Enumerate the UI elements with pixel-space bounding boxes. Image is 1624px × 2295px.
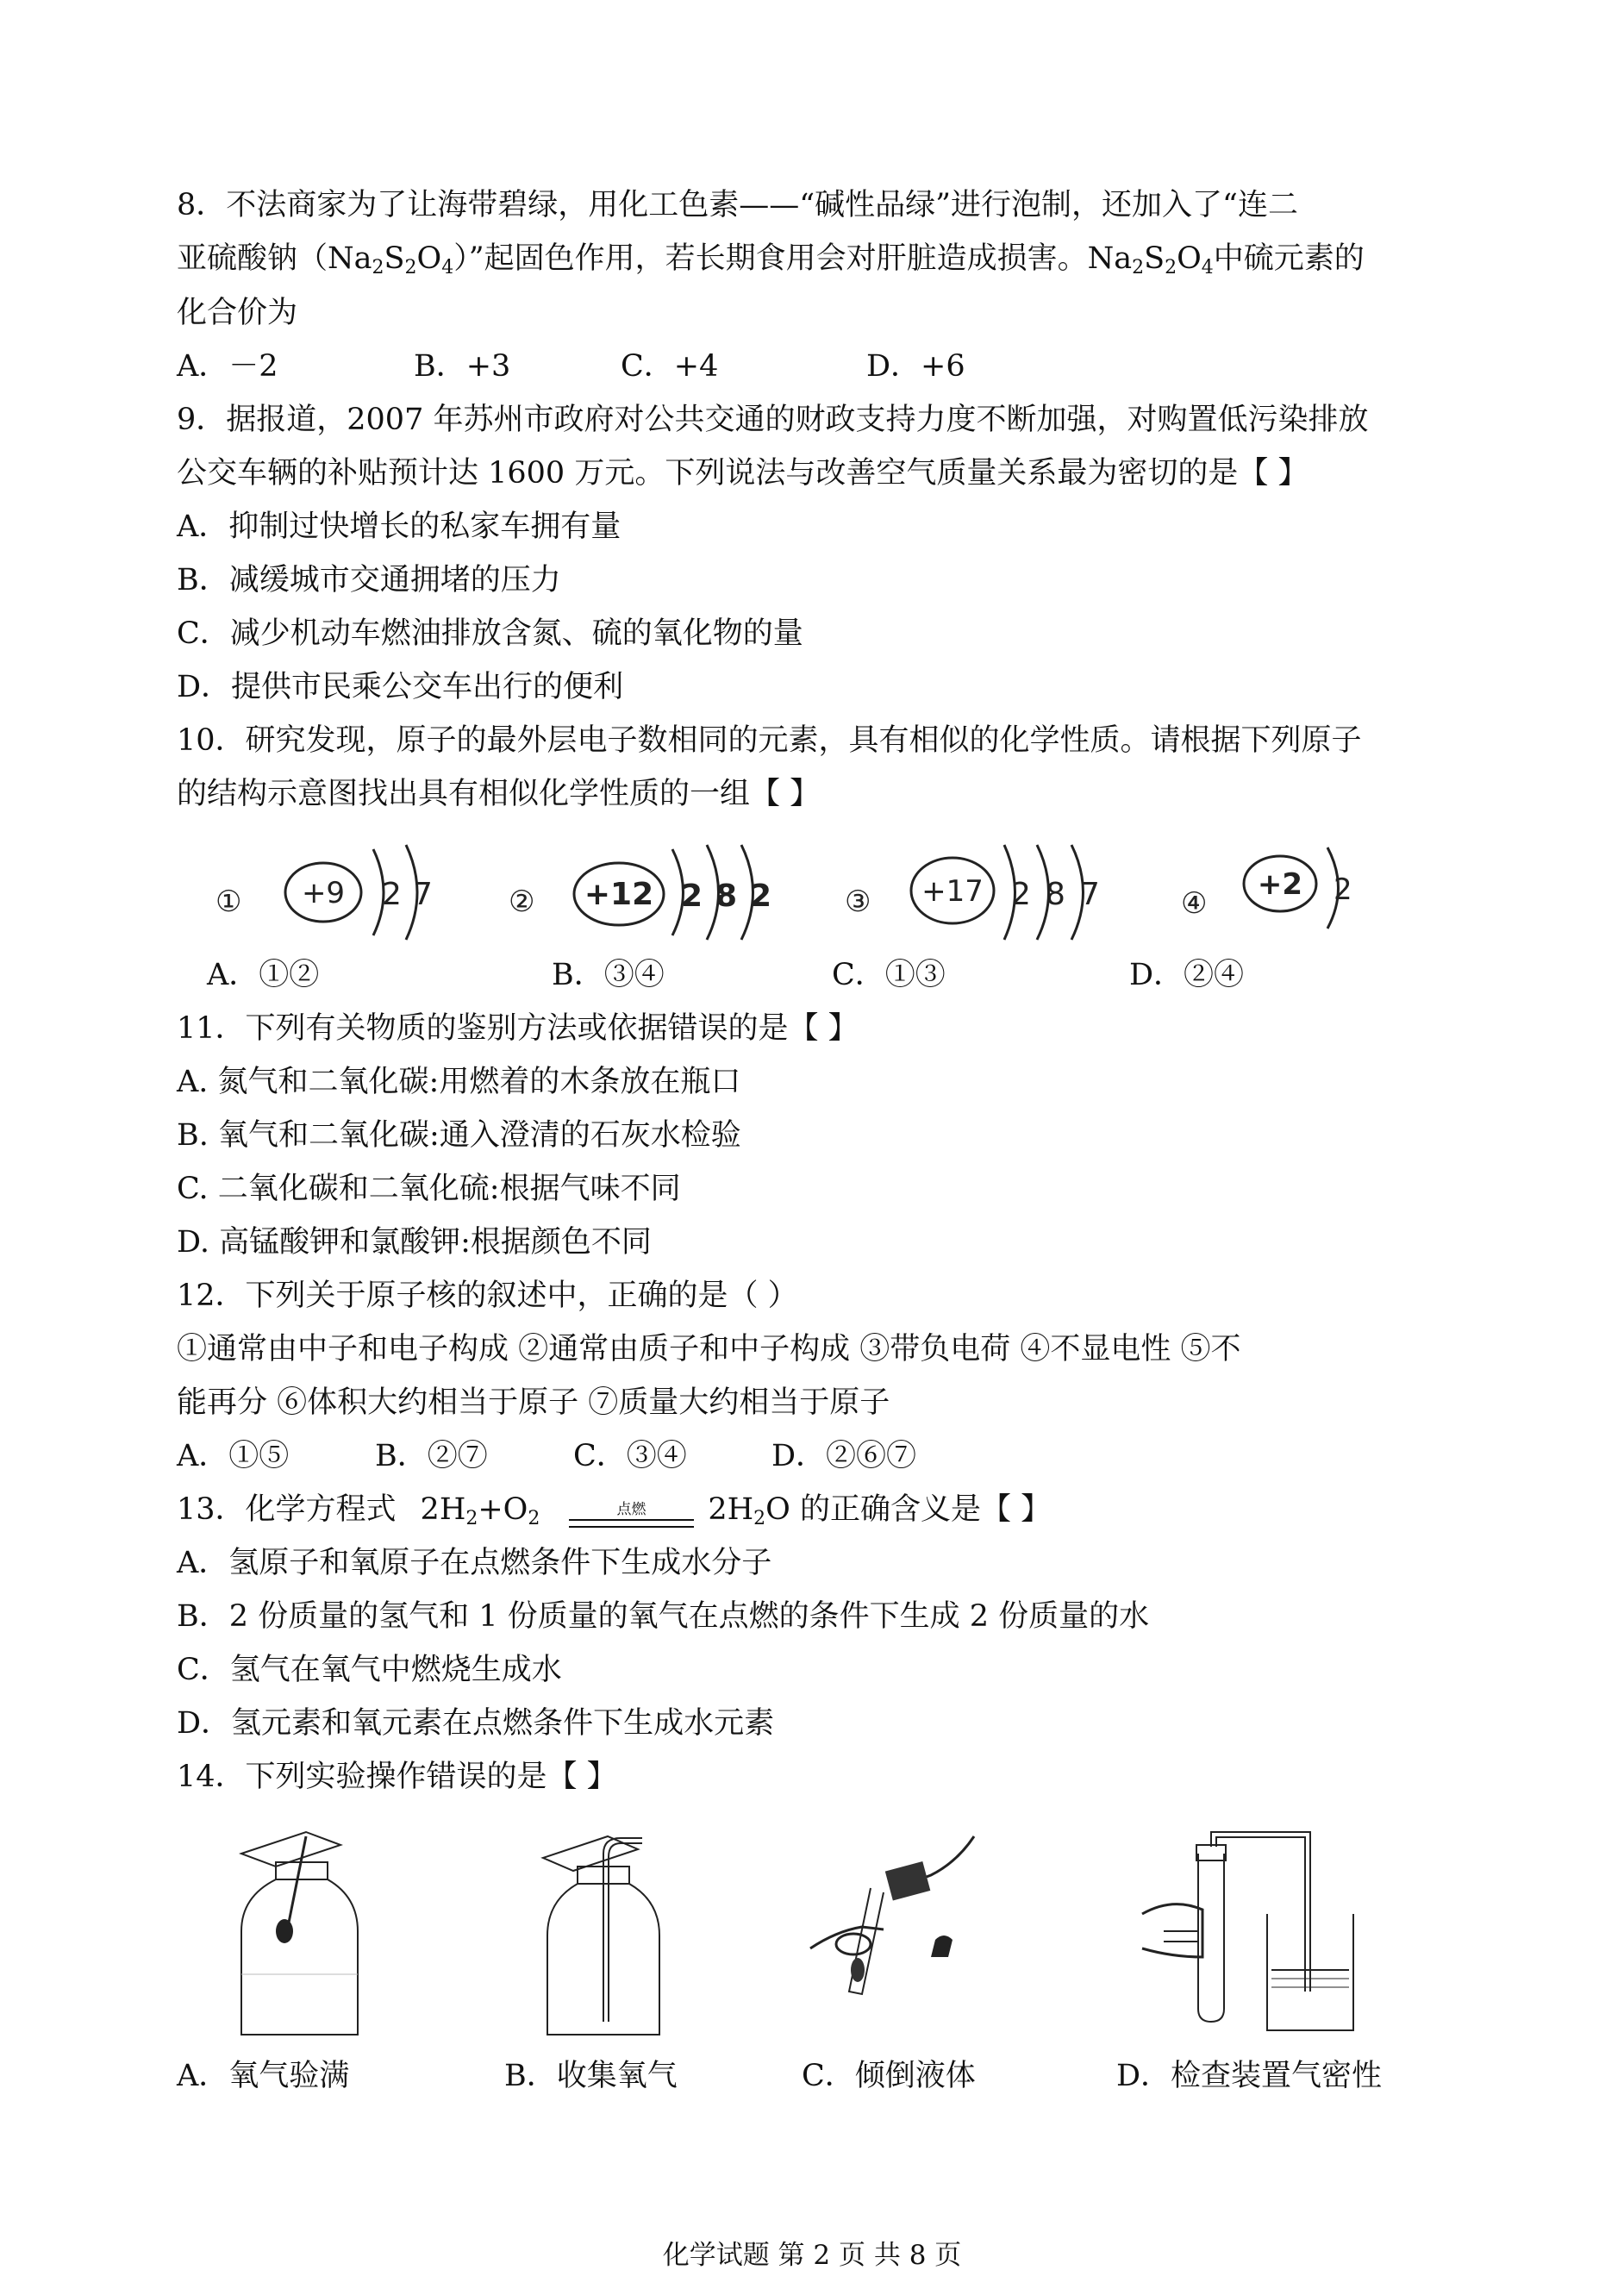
atom-2-shell-2: 8 [715,879,738,914]
atom-1-index: ① [215,885,242,919]
q8-option-a: A．－2 [177,349,278,384]
q10-line1: 10．研究发现，原子的最外层电子数相同的元素，具有相似的化学性质。请根据下列原子 [177,723,1362,758]
q10-line2: 的结构示意图找出具有相似化学性质的一组【 】 [177,777,821,811]
atom-2-index: ② [509,885,535,919]
q14-option-c: C．倾倒液体 [802,2059,976,2093]
q9-option-a: A．抑制过快增长的私家车拥有量 [177,510,621,544]
atom-4-shell-1: 2 [1334,872,1352,907]
q8-option-d: D．+6 [866,349,965,384]
apparatus-c-image [802,1828,1000,2043]
q13-option-b: B．2 份质量的氢气和 1 份质量的氧气在点燃的条件下生成 2 份质量的水 [177,1599,1150,1634]
q13-option-a: A．氢原子和氧原子在点燃条件下生成水分子 [177,1546,772,1580]
q11-option-d: D. 高锰酸钾和氯酸钾:根据颜色不同 [177,1225,652,1260]
q13-prefix: 13．化学方程式 [177,1492,397,1527]
q12-option-d: D．②⑥⑦ [771,1439,917,1473]
atom-3-shell-2: 8 [1046,877,1065,912]
q12-line1: 12．下列关于原子核的叙述中，正确的是（ ） [177,1279,798,1313]
q14-option-b: B．收集氧气 [504,2059,678,2093]
q8-option-b: B．+3 [414,349,511,384]
atom-3-shell-3: 7 [1080,877,1100,912]
q12-option-b: B．②⑦ [375,1439,488,1473]
atom-diagram-4 [1181,847,1352,929]
q14-option-d: D．检查装置气密性 [1116,2059,1383,2093]
apparatus-d-image [1138,1828,1362,2043]
page-footer: 化学试题 第 2 页 共 8 页 [662,2240,962,2271]
q9-option-d: D．提供市民乘公交车出行的便利 [177,670,624,704]
q11-line1: 11．下列有关物质的鉴别方法或依据错误的是【 】 [177,1011,859,1046]
q12-option-c: C．③④ [573,1439,687,1473]
atom-diagram-2 [509,845,771,940]
q9-line1: 9．据报道，2007 年苏州市政府对公共交通的财政支持力度不断加强，对购置低污染排放 [177,403,1369,437]
atom-2-shell-1: 2 [681,879,703,914]
apparatus-b-image [534,1828,681,2043]
q8-line3: 化合价为 [177,296,298,330]
atom-3-index: ③ [845,885,871,919]
q11-option-a: A. 氮气和二氧化碳:用燃着的木条放在瓶口 [177,1065,741,1099]
apparatus-a-image [224,1828,371,2043]
atom-1-nucleus: +9 [301,876,346,910]
q9-option-c: C．减少机动车燃油排放含氮、硫的氧化物的量 [177,616,803,651]
q12-line2: ①通常由中子和电子构成 ②通常由质子和中子构成 ③带负电荷 ④不显电性 ⑤不 [177,1332,1241,1366]
q14-line1: 14．下列实验操作错误的是【 】 [177,1760,617,1794]
q8-line2: 亚硫酸钠$(Na_2S_2O_4)$”起固色作用，若长期食用会对肝脏造成损害。$Na_2S_2O_4$中硫元素的 [177,241,1365,278]
q14-option-a: A．氧气验满 [177,2059,350,2093]
atom-1-shell-1: 2 [382,877,402,912]
q10-option-c: C．①③ [832,958,946,992]
q9-line2: 公交车辆的补贴预计达 1600 万元。下列说法与改善空气质量关系最为密切的是【 】 [177,456,1309,491]
atom-4-nucleus: +2 [1257,867,1303,902]
atom-3-shell-1: 2 [1011,877,1031,912]
atom-1-shell-2: 7 [413,877,433,912]
atom-diagram-1 [215,845,433,940]
q13-condition: 点燃 [616,1501,646,1518]
q12-line3: 能再分 ⑥体积大约相当于原子 ⑦质量大约相当于原子 [177,1385,890,1420]
q11-option-c: C. 二氧化碳和二氧化硫:根据气味不同 [177,1172,681,1206]
q13-lhs: $2H_2+O_2$ [420,1492,540,1529]
q11-option-b: B. 氧气和二氧化碳:通入澄清的石灰水检验 [177,1118,741,1153]
q8-line1: 8．不法商家为了让海带碧绿，用化工色素——“碱性品绿”进行泡制，还加入了“连二 [177,188,1298,222]
q13-option-d: D．氢元素和氧元素在点燃条件下生成水元素 [177,1706,775,1741]
atom-structure-diagrams [203,841,1392,944]
q12-option-a: A．①⑤ [177,1439,290,1473]
q13-rhs: $2H_2O$ 的正确含义是【 】 [708,1492,1052,1529]
q10-option-a: A．①② [207,958,320,992]
atom-diagram-3 [845,845,1100,940]
atom-3-nucleus: +17 [921,874,984,909]
atom-4-index: ④ [1181,886,1208,921]
q10-option-b: B．③④ [552,958,665,992]
q9-option-b: B．减缓城市交通拥堵的压力 [177,563,561,597]
q10-option-d: D．②④ [1129,958,1245,992]
q13-option-c: C．氢气在氧气中燃烧生成水 [177,1653,562,1687]
atom-2-nucleus: +12 [584,877,654,912]
q8-option-c: C．+4 [621,349,719,384]
atom-2-shell-3: 2 [750,879,772,914]
